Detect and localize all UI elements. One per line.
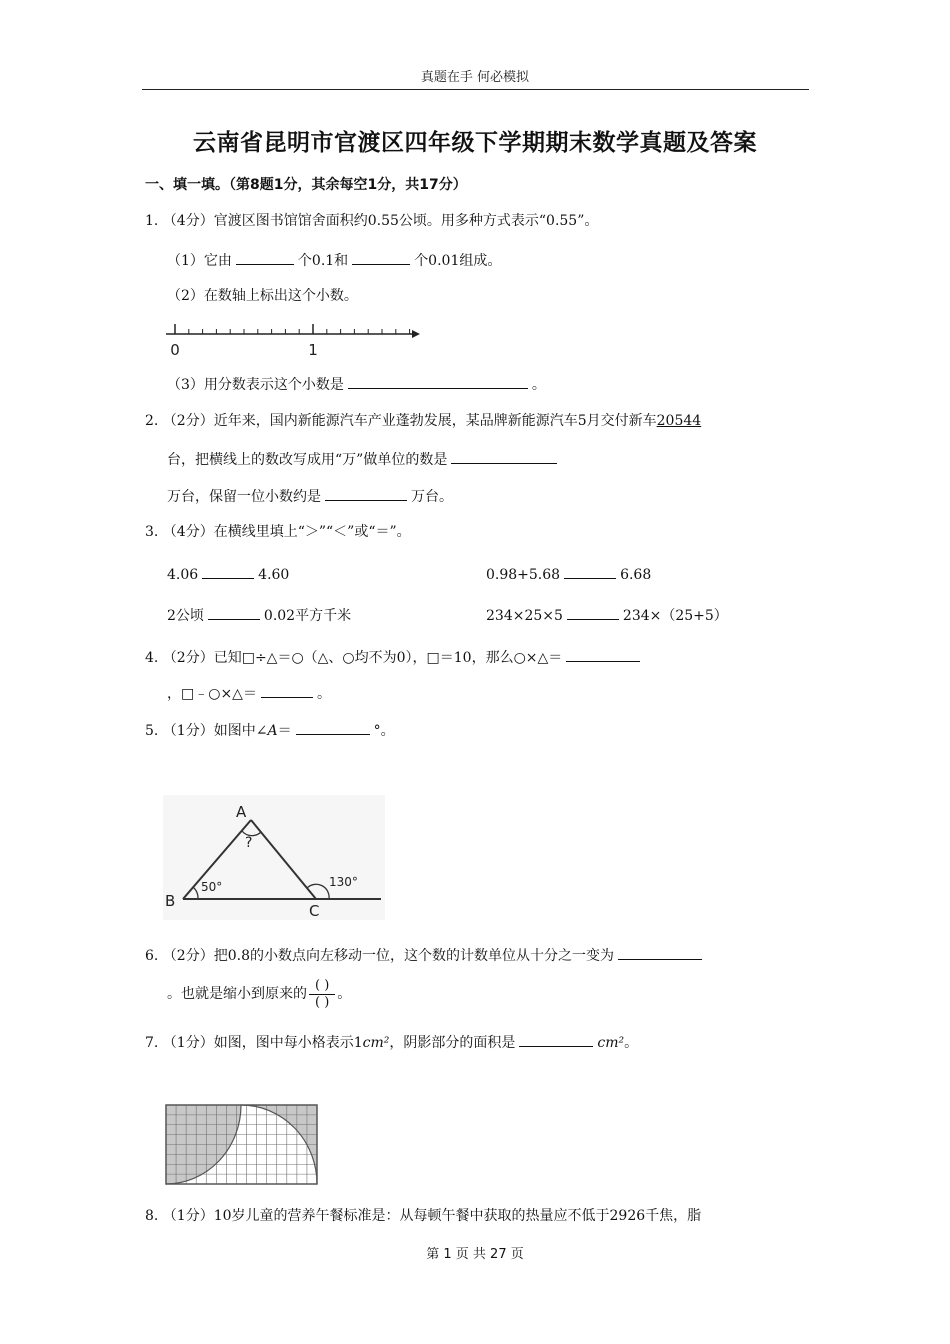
q6-line2-end: 。 bbox=[337, 986, 352, 1002]
q2-line2 bbox=[167, 448, 561, 470]
q1-part1-c: 个0.01组成。 bbox=[414, 253, 502, 269]
number-line-ticks bbox=[175, 324, 410, 334]
triangle-figure bbox=[163, 795, 385, 920]
q1-blank-hundredths[interactable] bbox=[352, 249, 410, 265]
q1-part3 bbox=[167, 373, 546, 395]
q2-underlined-number: 20544 bbox=[656, 413, 702, 429]
q8-stem: 8. （1分）10岁儿童的营养午餐标准是：从每顿午餐中获取的热量应不低于2926千焦，脂 bbox=[145, 1208, 702, 1224]
q2-line3-end: 万台。 bbox=[411, 489, 453, 505]
q6-fraction-denominator: ( ) bbox=[315, 994, 330, 1010]
q5-stem-a: 5. （1分）如图中∠ bbox=[145, 723, 268, 739]
q7-blank-area[interactable] bbox=[519, 1031, 593, 1047]
q4-line2-end: 。 bbox=[316, 686, 331, 702]
q1-part3-a: （3）用分数表示这个小数是 bbox=[167, 377, 344, 393]
q1-part1-a: （1）它由 bbox=[167, 253, 232, 269]
q4-line2 bbox=[167, 682, 331, 704]
q5-blank-angle[interactable] bbox=[296, 719, 370, 735]
q2-line1-text: 2. （2分）近年来，国内新能源汽车产业蓬勃发展，某品牌新能源汽车5月交付新车 bbox=[145, 413, 657, 429]
q4-line2-text: ，□﹣○×△＝ bbox=[167, 686, 257, 702]
q7-stem bbox=[145, 1031, 638, 1053]
q6-fraction[interactable] bbox=[309, 978, 335, 1011]
vertex-c-label: C bbox=[309, 902, 320, 920]
q7-unit: cm² bbox=[362, 1035, 390, 1051]
q5-stem-b: ＝ bbox=[277, 723, 292, 739]
q4-blank-product[interactable] bbox=[566, 646, 640, 662]
q1-stem: 1. （4分）官渡区图书馆馆舍面积约0.55公顷。用多种方式表示“0.55”。 bbox=[145, 213, 599, 229]
q3-c2-left: 0.98+5.68 bbox=[486, 567, 561, 583]
vertex-a-label: A bbox=[236, 803, 247, 821]
q3-blank-1[interactable] bbox=[202, 563, 254, 579]
q6-blank-unit[interactable] bbox=[618, 944, 702, 960]
q2-blank-rounded[interactable] bbox=[325, 485, 407, 501]
number-line[interactable] bbox=[160, 318, 425, 360]
q3-c3-right: 0.02平方千米 bbox=[263, 608, 352, 624]
q2-line2-text: 台，把横线上的数改写成用“万”做单位的数是 bbox=[167, 452, 448, 468]
section-heading: 一、填一填。（第8题1分，其余每空1分，共17分） bbox=[145, 177, 467, 193]
number-line-arrow bbox=[412, 330, 420, 338]
q7-stem-b: ，阴影部分的面积是 bbox=[389, 1035, 516, 1051]
q4-blank-difference[interactable] bbox=[261, 682, 313, 698]
q3-c1-left: 4.06 bbox=[167, 567, 199, 583]
grid-figure bbox=[165, 1104, 319, 1186]
q1-part3-b: 。 bbox=[531, 377, 546, 393]
q5-angle-var: A bbox=[267, 723, 278, 739]
page-header: 真题在手 何必模拟 bbox=[420, 70, 530, 85]
q3-blank-3[interactable] bbox=[208, 604, 260, 620]
q6-line1 bbox=[145, 944, 706, 966]
q2-line3-text: 万台，保留一位小数约是 bbox=[167, 489, 321, 505]
q3-compare-1 bbox=[167, 563, 289, 585]
q6-line1-text: 6. （2分）把0.8的小数点向左移动一位，这个数的计数单位从十分之一变为 bbox=[145, 948, 614, 964]
q3-compare-4 bbox=[486, 604, 728, 626]
q7-stem-a: 7. （1分）如图，图中每小格表示1 bbox=[145, 1035, 363, 1051]
q6-fraction-numerator: ( ) bbox=[309, 978, 335, 995]
q3-stem: 3. （4分）在横线里填上“＞”“＜”或“＝”。 bbox=[145, 524, 411, 540]
q3-c3-left: 2公顷 bbox=[167, 608, 204, 624]
figure-background bbox=[163, 795, 385, 920]
q1-part1 bbox=[167, 249, 501, 271]
q2-line3 bbox=[167, 485, 453, 507]
q1-blank-fraction[interactable] bbox=[348, 373, 528, 389]
q4-line1 bbox=[145, 646, 644, 668]
unknown-angle-label: ? bbox=[245, 835, 253, 851]
q1-part2: （2）在数轴上标出这个小数。 bbox=[167, 288, 358, 304]
q3-blank-2[interactable] bbox=[564, 563, 616, 579]
q3-c2-right: 6.68 bbox=[620, 567, 652, 583]
q5-stem-c: °。 bbox=[373, 723, 395, 739]
q3-c4-right: 234×（25+5） bbox=[622, 608, 728, 624]
q3-compare-2 bbox=[486, 563, 651, 585]
q6-line2-text: 。也就是缩小到原来的 bbox=[167, 986, 307, 1002]
q5-stem bbox=[145, 719, 395, 741]
q2-blank-wan[interactable] bbox=[451, 448, 557, 464]
q1-blank-tenths[interactable] bbox=[236, 249, 294, 265]
angle-130-label: 130° bbox=[329, 875, 358, 889]
q3-blank-4[interactable] bbox=[567, 604, 619, 620]
q7-unit-answer: cm² bbox=[597, 1035, 625, 1051]
vertex-b-label: B bbox=[165, 892, 176, 910]
q2-line1 bbox=[145, 411, 701, 431]
page-footer: 第 1 页 共 27 页 bbox=[426, 1247, 524, 1262]
q6-line2 bbox=[167, 976, 351, 1012]
header-rule bbox=[142, 89, 809, 90]
angle-50-label: 50° bbox=[201, 880, 223, 894]
q7-stem-c: 。 bbox=[624, 1035, 639, 1051]
axis-label-zero: 0 bbox=[170, 341, 180, 359]
document-title: 云南省昆明市官渡区四年级下学期期末数学真题及答案 bbox=[193, 130, 757, 156]
q4-line1-text: 4. （2分）已知□÷△＝○（△、○均不为0），□＝10，那么○×△＝ bbox=[145, 650, 563, 666]
axis-label-one: 1 bbox=[308, 341, 318, 359]
q3-c1-right: 4.60 bbox=[258, 567, 290, 583]
q1-part1-b: 个0.1和 bbox=[297, 253, 349, 269]
q3-c4-left: 234×25×5 bbox=[486, 608, 563, 624]
q3-compare-3 bbox=[167, 604, 351, 626]
